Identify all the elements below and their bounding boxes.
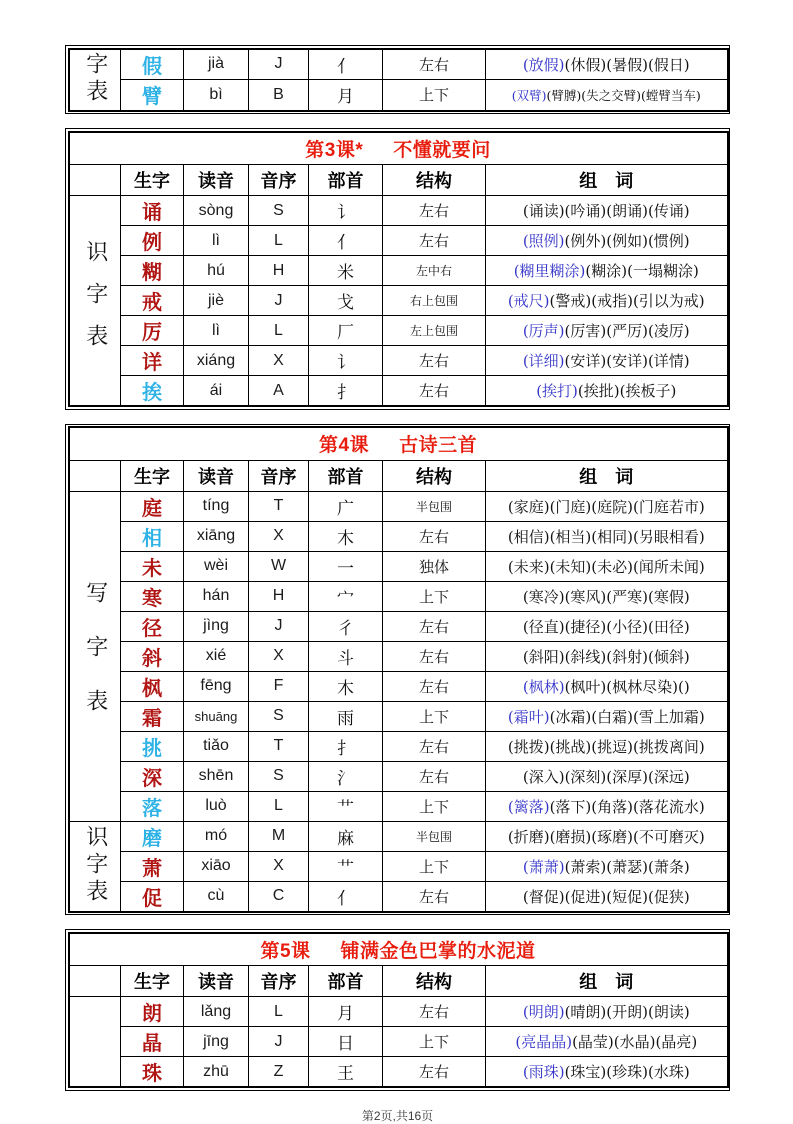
initial-cell: T	[249, 731, 309, 761]
initial-cell: A	[249, 376, 309, 407]
hanzi-cell: 相	[121, 521, 184, 551]
table-row	[69, 611, 728, 641]
structure-cell: 半包围	[383, 821, 486, 851]
hanzi-cell: 糊	[121, 256, 184, 286]
radical-cell: 厂	[309, 316, 383, 346]
highlighted-word: (双臂)	[511, 87, 547, 103]
pinyin-cell: mó	[184, 821, 249, 851]
pinyin-cell: tíng	[184, 491, 249, 521]
highlighted-word: (霜叶)	[507, 707, 550, 726]
radical-cell: 亻	[309, 49, 383, 80]
words-cell	[486, 256, 728, 286]
word-list: (斜阳)(斜线)(斜射)(倾斜)	[522, 647, 690, 666]
highlighted-word: (亮晶晶)	[515, 1033, 573, 1051]
structure-cell: 左右	[383, 761, 486, 791]
vocab-table	[68, 48, 729, 112]
page-number: 第2页,共16页	[361, 1108, 434, 1123]
words-cell	[486, 671, 728, 701]
pinyin-cell: lì	[184, 316, 249, 346]
pinyin-cell: jià	[184, 49, 249, 80]
structure-cell: 上下	[383, 581, 486, 611]
word-list: (诵读)(吟诵)(朗诵)(传诵)	[522, 202, 690, 220]
hanzi-cell: 假	[121, 49, 184, 80]
initial-cell: S	[249, 196, 309, 226]
lesson-name: 不懂就要问	[393, 139, 491, 161]
initial-cell: H	[249, 256, 309, 286]
word-list: (径直)(捷径)(小径)(田径)	[522, 617, 690, 636]
pinyin-cell: jīng	[184, 1027, 249, 1057]
initial-cell: B	[249, 80, 309, 111]
words-cell	[486, 491, 728, 521]
radical-cell: 讠	[309, 196, 383, 226]
pinyin-cell: sòng	[184, 196, 249, 226]
initial-cell: T	[249, 491, 309, 521]
initial-cell: J	[249, 611, 309, 641]
hanzi-cell: 萧	[121, 851, 184, 881]
table-row	[69, 286, 728, 316]
table-title-row	[69, 933, 728, 966]
word-list: (珠宝)(珍珠)(水珠)	[564, 1063, 690, 1081]
word-list: (落下)(角落)(落花流水)	[549, 797, 705, 816]
table-row	[69, 791, 728, 821]
highlighted-word: (糊里糊涂)	[513, 262, 586, 280]
structure-cell: 左右	[383, 997, 486, 1027]
words-cell	[486, 851, 728, 881]
highlighted-word: (挨打)	[536, 382, 578, 400]
column-header: 生字	[121, 165, 184, 196]
initial-cell: Z	[249, 1057, 309, 1088]
table-row	[69, 80, 728, 111]
hanzi-cell: 详	[121, 346, 184, 376]
radical-cell: 王	[309, 1057, 383, 1088]
table-title-row	[69, 132, 728, 165]
initial-cell: W	[249, 551, 309, 581]
hanzi-cell: 挨	[121, 376, 184, 407]
words-cell	[486, 761, 728, 791]
table-row	[69, 521, 728, 551]
table-row	[69, 671, 728, 701]
table-row	[69, 1027, 728, 1057]
initial-cell: L	[249, 997, 309, 1027]
column-header: 音序	[249, 460, 309, 491]
words-cell	[486, 226, 728, 256]
side-label-text: 识字表	[82, 240, 108, 366]
corner-cell	[69, 966, 121, 997]
column-header: 结构	[383, 165, 486, 196]
hanzi-cell: 庭	[121, 491, 184, 521]
initial-cell: M	[249, 821, 309, 851]
radical-cell: 一	[309, 551, 383, 581]
structure-cell: 左右	[383, 49, 486, 80]
words-cell	[486, 316, 728, 346]
table-row	[69, 851, 728, 881]
highlighted-word: (枫林)	[522, 677, 565, 696]
hanzi-cell: 落	[121, 791, 184, 821]
lesson-table	[65, 128, 730, 410]
radical-cell: 木	[309, 521, 383, 551]
structure-cell: 上下	[383, 851, 486, 881]
table-row	[69, 316, 728, 346]
column-header: 部首	[309, 165, 383, 196]
radical-cell: 艹	[309, 851, 383, 881]
column-header: 组 词	[486, 460, 728, 491]
word-list: (挨批)(挨板子)	[577, 382, 677, 400]
lesson-table	[65, 424, 730, 916]
highlighted-word: (照例)	[522, 232, 565, 250]
word-list: (臂膊)(失之交臂)(螳臂当车)	[546, 87, 701, 103]
initial-cell: X	[249, 851, 309, 881]
word-list: (枫叶)(枫林尽染)()	[564, 677, 690, 696]
radical-cell: 彳	[309, 611, 383, 641]
words-cell	[486, 611, 728, 641]
side-label	[69, 49, 121, 111]
structure-cell: 半包围	[383, 491, 486, 521]
structure-cell: 上下	[383, 80, 486, 111]
structure-cell: 上下	[383, 791, 486, 821]
side-label-text: 写字表	[82, 580, 108, 743]
tables-root	[65, 45, 730, 1091]
pinyin-cell: zhū	[184, 1057, 249, 1088]
column-header: 组 词	[486, 966, 728, 997]
initial-cell: J	[249, 49, 309, 80]
structure-cell: 独体	[383, 551, 486, 581]
initial-cell: C	[249, 881, 309, 912]
structure-cell: 右上包围	[383, 286, 486, 316]
hanzi-cell: 寒	[121, 581, 184, 611]
column-header: 组 词	[486, 165, 728, 196]
structure-cell: 左右	[383, 641, 486, 671]
word-list: (晶莹)(水晶)(晶亮)	[572, 1033, 698, 1051]
structure-cell: 左右	[383, 611, 486, 641]
hanzi-cell: 厉	[121, 316, 184, 346]
table-row	[69, 701, 728, 731]
hanzi-cell: 珠	[121, 1057, 184, 1088]
radical-cell: 扌	[309, 376, 383, 407]
words-cell	[486, 521, 728, 551]
vocab-table	[68, 932, 729, 1089]
radical-cell: 宀	[309, 581, 383, 611]
word-list: (相信)(相当)(相同)(另眼相看)	[507, 527, 705, 546]
lesson-table	[65, 929, 730, 1091]
highlighted-word: (戒尺)	[507, 292, 550, 310]
radical-cell: 亻	[309, 881, 383, 912]
pinyin-cell: luò	[184, 791, 249, 821]
words-cell	[486, 1057, 728, 1088]
highlighted-word: (明朗)	[522, 1003, 565, 1021]
word-list: (寒冷)(寒风)(严寒)(寒假)	[522, 587, 690, 606]
radical-cell: 木	[309, 671, 383, 701]
table-title-row	[69, 427, 728, 460]
highlighted-word: (篱落)	[507, 797, 550, 816]
words-cell	[486, 731, 728, 761]
hanzi-cell: 霜	[121, 701, 184, 731]
word-list: (例外)(例如)(惯例)	[564, 232, 690, 250]
word-list: (深入)(深刻)(深厚)(深远)	[522, 767, 690, 786]
column-header-row	[69, 460, 728, 491]
lesson-number: 第5课	[260, 940, 311, 962]
hanzi-cell: 晶	[121, 1027, 184, 1057]
words-cell	[486, 997, 728, 1027]
word-list: (督促)(促进)(短促)(促狭)	[522, 887, 690, 906]
initial-cell: X	[249, 521, 309, 551]
word-list: (警戒)(戒指)(引以为戒)	[549, 292, 705, 310]
word-list: (折磨)(磨损)(琢磨)(不可磨灭)	[507, 827, 705, 846]
word-list: (厉害)(严厉)(凌厉)	[564, 322, 690, 340]
pinyin-cell: hán	[184, 581, 249, 611]
radical-cell: 日	[309, 1027, 383, 1057]
table-row	[69, 551, 728, 581]
words-cell	[486, 791, 728, 821]
pinyin-cell: shuāng	[184, 701, 249, 731]
initial-cell: J	[249, 1027, 309, 1057]
hanzi-cell: 挑	[121, 731, 184, 761]
structure-cell: 上下	[383, 1027, 486, 1057]
highlighted-word: (放假)	[522, 55, 565, 74]
table-row	[69, 196, 728, 226]
column-header: 音序	[249, 966, 309, 997]
highlighted-word: (详细)	[522, 352, 565, 370]
side-label	[69, 821, 121, 912]
table-title	[69, 427, 728, 460]
initial-cell: X	[249, 641, 309, 671]
word-list: (未来)(未知)(未必)(闻所未闻)	[507, 557, 705, 576]
pinyin-cell: ái	[184, 376, 249, 407]
structure-cell: 左右	[383, 196, 486, 226]
radical-cell: 斗	[309, 641, 383, 671]
corner-cell	[69, 165, 121, 196]
word-list: (糊涂)(一塌糊涂)	[585, 262, 699, 280]
initial-cell: L	[249, 316, 309, 346]
radical-cell: 扌	[309, 731, 383, 761]
words-cell	[486, 881, 728, 912]
column-header: 结构	[383, 966, 486, 997]
words-cell	[486, 701, 728, 731]
pinyin-cell: shēn	[184, 761, 249, 791]
table-row	[69, 821, 728, 851]
vocab-table	[68, 426, 729, 913]
hanzi-cell: 例	[121, 226, 184, 256]
column-header: 生字	[121, 966, 184, 997]
column-header: 生字	[121, 460, 184, 491]
structure-cell: 左右	[383, 346, 486, 376]
side-label	[69, 491, 121, 821]
structure-cell: 左右	[383, 376, 486, 407]
words-cell	[486, 581, 728, 611]
words-cell	[486, 346, 728, 376]
word-list: (安详)(安详)(详情)	[564, 352, 690, 370]
radical-cell: 氵	[309, 761, 383, 791]
word-list: (萧索)(萧瑟)(萧条)	[564, 857, 690, 876]
initial-cell: L	[249, 226, 309, 256]
corner-cell	[69, 460, 121, 491]
words-cell	[486, 80, 728, 111]
structure-cell: 左中右	[383, 256, 486, 286]
words-cell	[486, 49, 728, 80]
words-cell	[486, 376, 728, 407]
pinyin-cell: xiáng	[184, 346, 249, 376]
lesson-name: 铺满金色巴掌的水泥道	[340, 940, 536, 962]
word-list: (晴朗)(开朗)(朗读)	[564, 1003, 690, 1021]
highlighted-word: (雨珠)	[522, 1063, 565, 1081]
word-list: (冰霜)(白霜)(雪上加霜)	[549, 707, 705, 726]
radical-cell: 米	[309, 256, 383, 286]
pinyin-cell: hú	[184, 256, 249, 286]
word-list: (家庭)(门庭)(庭院)(门庭若市)	[507, 497, 705, 516]
column-header: 音序	[249, 165, 309, 196]
lesson-number: 第3课*	[305, 139, 364, 161]
table-row	[69, 881, 728, 912]
hanzi-cell: 戒	[121, 286, 184, 316]
initial-cell: H	[249, 581, 309, 611]
pinyin-cell: tiǎo	[184, 731, 249, 761]
words-cell	[486, 1027, 728, 1057]
table-row	[69, 641, 728, 671]
words-cell	[486, 821, 728, 851]
radical-cell: 艹	[309, 791, 383, 821]
pinyin-cell: xiāng	[184, 521, 249, 551]
structure-cell: 左上包围	[383, 316, 486, 346]
pinyin-cell: lǎng	[184, 997, 249, 1027]
pinyin-cell: bì	[184, 80, 249, 111]
side-label-text: 字表	[82, 51, 108, 106]
radical-cell: 讠	[309, 346, 383, 376]
hanzi-cell: 诵	[121, 196, 184, 226]
column-header: 读音	[184, 165, 249, 196]
structure-cell: 左右	[383, 881, 486, 912]
table-row	[69, 49, 728, 80]
lesson-number: 第4课	[318, 435, 370, 457]
side-label-text: 识字表	[82, 824, 108, 906]
initial-cell: S	[249, 701, 309, 731]
highlighted-word: (厉声)	[522, 322, 565, 340]
table-title	[69, 132, 728, 165]
table-row	[69, 581, 728, 611]
pinyin-cell: xiāo	[184, 851, 249, 881]
structure-cell: 左右	[383, 521, 486, 551]
column-header: 读音	[184, 460, 249, 491]
column-header-row	[69, 165, 728, 196]
lesson-name: 古诗三首	[399, 435, 478, 457]
pinyin-cell: wèi	[184, 551, 249, 581]
hanzi-cell: 径	[121, 611, 184, 641]
radical-cell: 月	[309, 80, 383, 111]
initial-cell: X	[249, 346, 309, 376]
radical-cell: 麻	[309, 821, 383, 851]
column-header: 部首	[309, 460, 383, 491]
radical-cell: 亻	[309, 226, 383, 256]
pinyin-cell: fēng	[184, 671, 249, 701]
pinyin-cell: xié	[184, 641, 249, 671]
words-cell	[486, 551, 728, 581]
structure-cell: 左右	[383, 1057, 486, 1088]
table-row	[69, 256, 728, 286]
table-row	[69, 997, 728, 1027]
table-row	[69, 1057, 728, 1088]
initial-cell: J	[249, 286, 309, 316]
hanzi-cell: 深	[121, 761, 184, 791]
structure-cell: 左右	[383, 731, 486, 761]
radical-cell: 戈	[309, 286, 383, 316]
word-list: (挑拨)(挑战)(挑逗)(挑拨离间)	[507, 737, 705, 756]
table-row	[69, 346, 728, 376]
column-header: 部首	[309, 966, 383, 997]
table-row	[69, 376, 728, 407]
hanzi-cell: 促	[121, 881, 184, 912]
side-label	[69, 196, 121, 407]
side-label	[69, 997, 121, 1088]
table-row	[69, 226, 728, 256]
initial-cell: L	[249, 791, 309, 821]
pinyin-cell: jiè	[184, 286, 249, 316]
initial-cell: F	[249, 671, 309, 701]
hanzi-cell: 斜	[121, 641, 184, 671]
table-row	[69, 761, 728, 791]
radical-cell: 广	[309, 491, 383, 521]
table-row	[69, 491, 728, 521]
radical-cell: 雨	[309, 701, 383, 731]
hanzi-cell: 磨	[121, 821, 184, 851]
structure-cell: 左右	[383, 226, 486, 256]
hanzi-cell: 朗	[121, 997, 184, 1027]
highlighted-word: (萧萧)	[522, 857, 565, 876]
radical-cell: 月	[309, 997, 383, 1027]
pinyin-cell: jìng	[184, 611, 249, 641]
column-header: 读音	[184, 966, 249, 997]
pinyin-cell: lì	[184, 226, 249, 256]
column-header-row	[69, 966, 728, 997]
table-row	[69, 731, 728, 761]
hanzi-cell: 臂	[121, 80, 184, 111]
words-cell	[486, 286, 728, 316]
words-cell	[486, 196, 728, 226]
hanzi-cell: 未	[121, 551, 184, 581]
vocab-table	[68, 131, 729, 408]
table-title	[69, 933, 728, 966]
word-list: (休假)(暑假)(假日)	[564, 55, 690, 74]
structure-cell: 左右	[383, 671, 486, 701]
words-cell	[486, 641, 728, 671]
column-header: 结构	[383, 460, 486, 491]
initial-cell: S	[249, 761, 309, 791]
lesson-table	[65, 45, 730, 114]
hanzi-cell: 枫	[121, 671, 184, 701]
structure-cell: 上下	[383, 701, 486, 731]
pinyin-cell: cù	[184, 881, 249, 912]
